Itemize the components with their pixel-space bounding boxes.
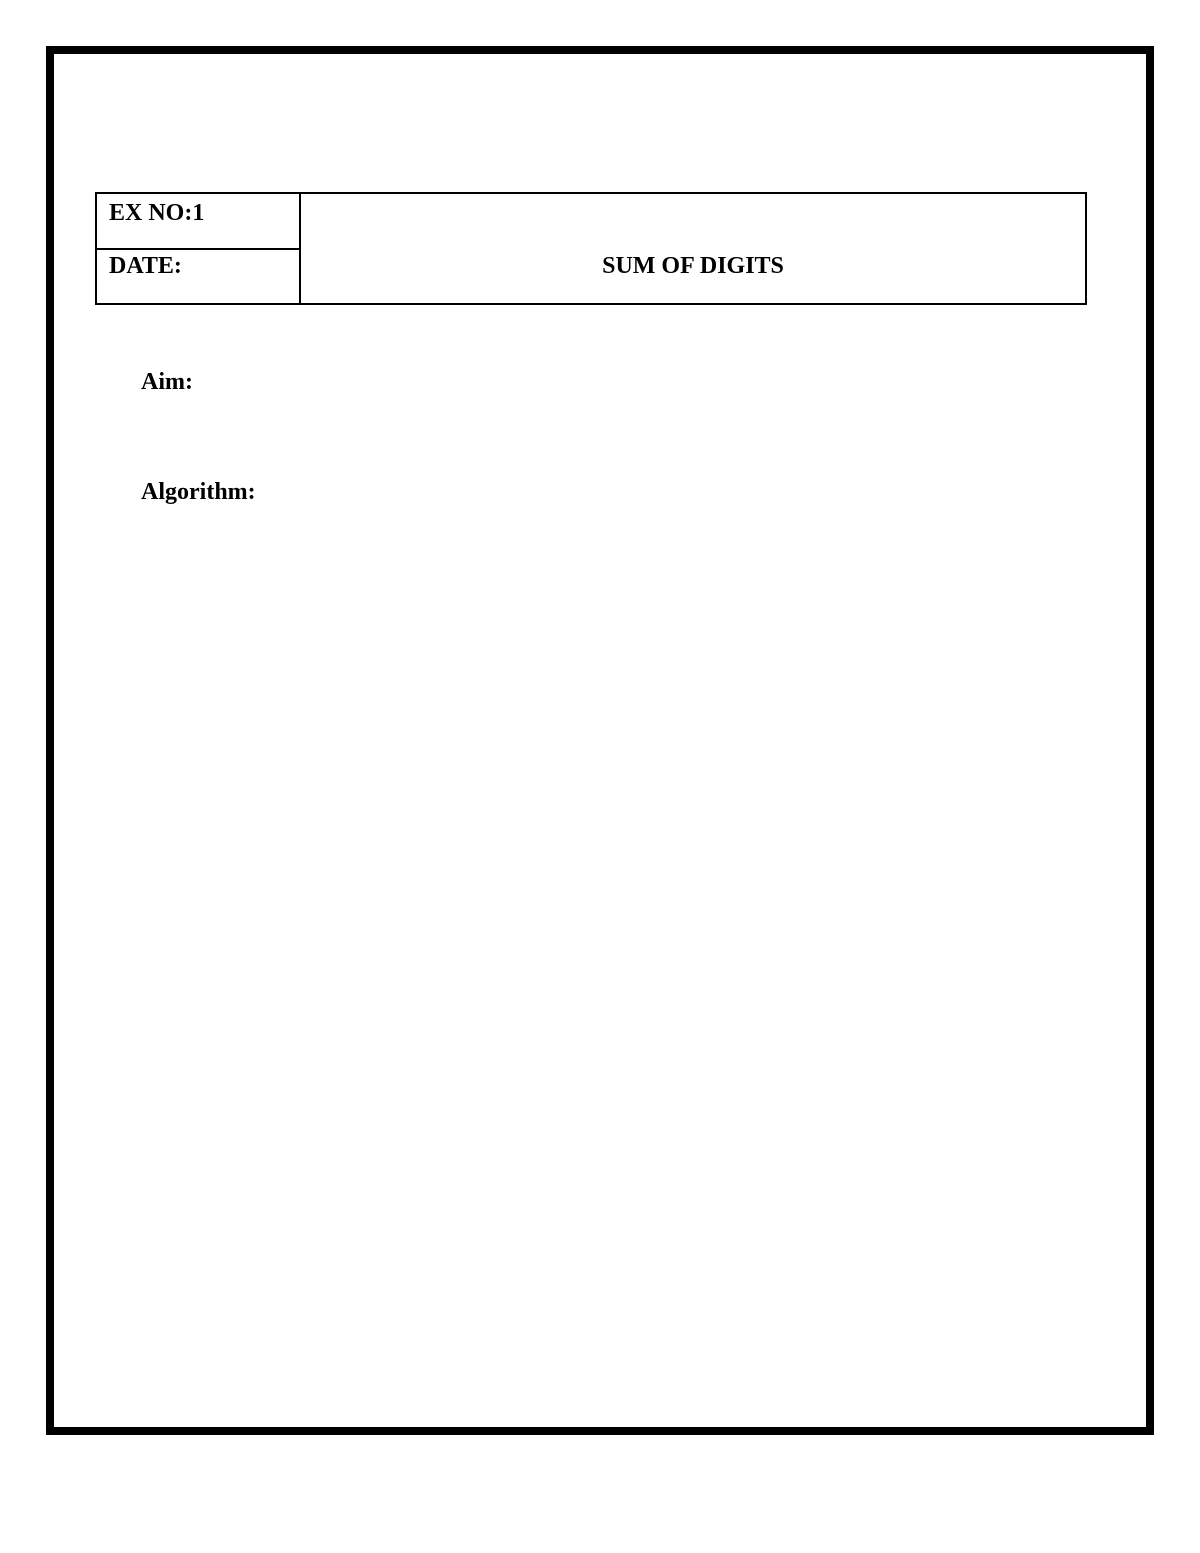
algorithm-heading: Algorithm: — [141, 479, 256, 505]
page-title: SUM OF DIGITS — [602, 253, 784, 279]
date-cell — [97, 250, 299, 303]
header-left-column — [97, 194, 301, 303]
exercise-number: EX NO:1 — [109, 200, 205, 226]
aim-heading: Aim: — [141, 369, 193, 395]
exercise-number-cell — [97, 194, 299, 250]
title-cell — [301, 194, 1085, 303]
header-table — [95, 192, 1087, 305]
date-label: DATE: — [109, 253, 182, 279]
